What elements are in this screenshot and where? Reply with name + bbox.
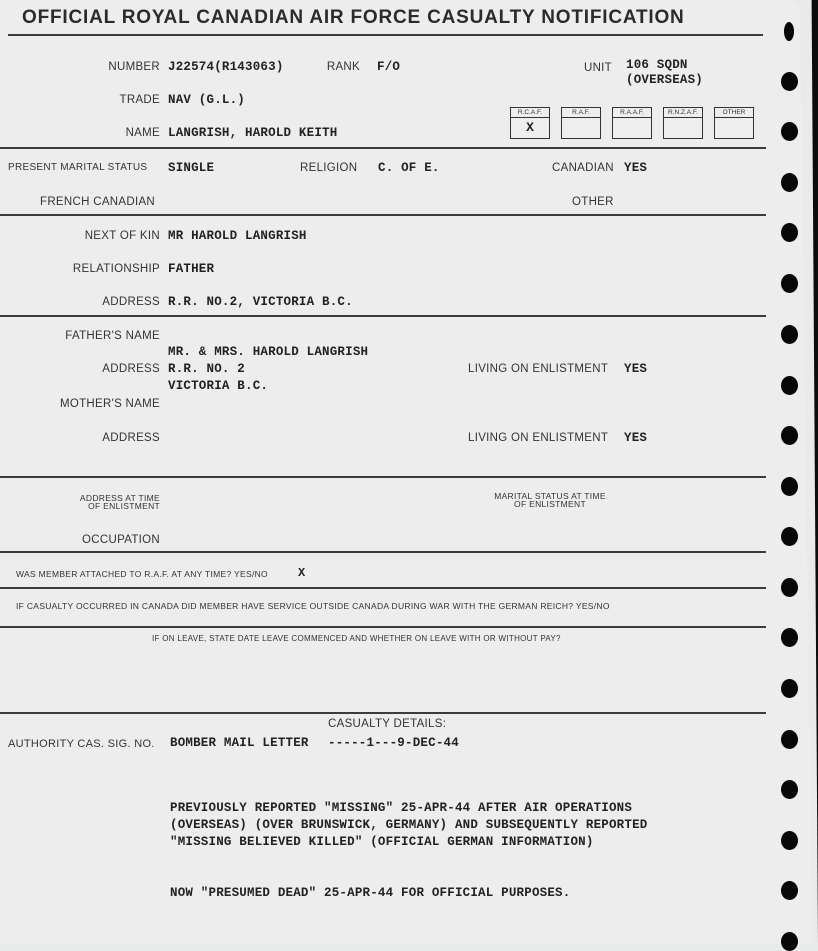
service-box-rcaf[interactable] (510, 107, 550, 139)
father-living-label: LIVING ON ENLISTMENT (468, 363, 609, 375)
mothers-name-label: MOTHER'S NAME (59, 398, 160, 410)
divider (0, 626, 766, 628)
parents-name-value: MR. & MRS. HAROLD LANGRISH (168, 345, 369, 359)
mother-living-label: LIVING ON ENLISTMENT (468, 432, 609, 444)
unit-value-line2: (OVERSEAS) (626, 73, 704, 87)
leave-question: IF ON LEAVE, STATE DATE LEAVE COMMENCED AND WHETHER ON LEAVE WITH OR WITHOUT PAY? (152, 634, 561, 643)
marital-status-label: PRESENT MARITAL STATUS (8, 162, 148, 173)
marital-enlistment-label-line1: MARITAL STATUS AT TIME (494, 491, 606, 501)
divider (0, 147, 766, 149)
canadian-value: YES (624, 161, 648, 175)
mother-living-value: YES (624, 431, 648, 445)
father-address-label: ADDRESS (102, 363, 160, 375)
canadian-label: CANADIAN (552, 162, 614, 174)
divider (0, 551, 766, 553)
unit-label: UNIT (583, 62, 612, 74)
feed-hole-icon (781, 730, 798, 749)
name-value: LANGRISH, HAROLD KEITH (168, 126, 338, 140)
father-address-line2: VICTORIA B.C. (168, 379, 269, 393)
service-box-raaf[interactable] (612, 107, 652, 139)
mother-address-label: ADDRESS (102, 432, 160, 444)
feed-hole-icon (781, 376, 798, 395)
feed-hole-icon (781, 932, 798, 951)
feed-hole-icon (781, 426, 798, 445)
divider (0, 712, 766, 714)
father-address-line1: R.R. NO. 2 (168, 362, 246, 376)
service-box-other[interactable] (714, 107, 754, 139)
address-enlistment-label-line2: OF ENLISTMENT (88, 501, 160, 511)
nok-address-value: R.R. NO.2, VICTORIA B.C. (168, 295, 353, 309)
religion-label: RELIGION (300, 162, 358, 174)
address-enlistment-label-line1: ADDRESS AT TIME (79, 493, 160, 503)
divider (0, 476, 766, 478)
feed-hole-icon (781, 72, 798, 91)
feed-hole-icon (781, 223, 798, 242)
nok-address-label: ADDRESS (102, 296, 160, 308)
feed-hole-icon (781, 173, 798, 192)
divider (8, 34, 763, 36)
feed-hole-icon (781, 325, 798, 344)
french-canadian-label: FRENCH CANADIAN (40, 196, 156, 208)
raf-attached-question: WAS MEMBER ATTACHED TO R.A.F. AT ANY TIME? YES/NO (16, 569, 268, 579)
feed-hole-icon (781, 780, 798, 799)
marital-status-value: SINGLE (168, 161, 215, 175)
feed-hole-icon (781, 881, 798, 900)
feed-hole-icon (781, 831, 798, 850)
service-box-rnzaf[interactable] (663, 107, 703, 139)
fathers-name-label: FATHER'S NAME (65, 330, 160, 342)
authority-ref: -----1---9-DEC-44 (328, 736, 459, 750)
service-box-mark: X (526, 120, 534, 135)
service-box-raf[interactable] (561, 107, 601, 139)
feed-hole-icon (781, 477, 798, 496)
authority-value: BOMBER MAIL LETTER (170, 736, 309, 750)
service-box-label: R.N.Z.A.F. (664, 108, 702, 118)
divider (0, 587, 766, 589)
service-box-label: R.C.A.F. (511, 108, 549, 118)
divider (0, 214, 766, 216)
rank-value: F/O (377, 60, 401, 74)
relationship-value: FATHER (168, 262, 215, 276)
feed-hole-icon (781, 527, 798, 546)
next-of-kin-label: NEXT OF KIN (84, 230, 160, 242)
feed-hole-icon (781, 679, 798, 698)
service-box-label: OTHER (715, 108, 753, 118)
feed-hole-icon (781, 274, 798, 293)
feed-hole-icon (781, 628, 798, 647)
trade-label: TRADE (119, 94, 160, 106)
name-label: NAME (125, 127, 160, 139)
feed-hole-icon (781, 578, 798, 597)
religion-value: C. OF E. (378, 161, 440, 175)
feed-hole-icon (784, 22, 794, 41)
service-outside-question: IF CASUALTY OCCURRED IN CANADA DID MEMBER HAVE SERVICE OUTSIDE CANADA DURING WAR WITH THE GERMAN REICH? YES/NO (16, 601, 610, 611)
service-box-label: R.A.F. (562, 108, 600, 118)
details-line-1: PREVIOUSLY REPORTED "MISSING" 25-APR-44 AFTER AIR OPERATIONS (170, 801, 633, 815)
details-line-3: "MISSING BELIEVED KILLED" (OFFICIAL GERMAN INFORMATION) (170, 835, 594, 849)
trade-value: NAV (G.L.) (168, 93, 246, 107)
number-label: NUMBER (108, 61, 160, 73)
father-living-value: YES (624, 362, 648, 376)
casualty-details-label: CASUALTY DETAILS: (328, 718, 447, 730)
other-label: OTHER (572, 196, 614, 208)
unit-value-line1: 106 SQDN (626, 58, 688, 72)
rank-label: RANK (326, 61, 360, 73)
number-value: J22574(R143063) (168, 60, 284, 74)
authority-label: AUTHORITY CAS. SIG. NO. (8, 738, 155, 750)
marital-enlistment-label-line2: OF ENLISTMENT (514, 499, 586, 509)
raf-attached-mark: X (298, 566, 306, 580)
details-line-4: NOW "PRESUMED DEAD" 25-APR-44 FOR OFFICIAL PURPOSES. (170, 886, 571, 900)
feed-hole-icon (781, 122, 798, 141)
occupation-label: OCCUPATION (82, 534, 160, 546)
divider (0, 315, 766, 317)
details-line-2: (OVERSEAS) (OVER BRUNSWICK, GERMANY) AND SUBSEQUENTLY REPORTED (170, 818, 648, 832)
next-of-kin-value: MR HAROLD LANGRISH (168, 229, 307, 243)
service-box-label: R.A.A.F. (613, 108, 651, 118)
relationship-label: RELATIONSHIP (72, 263, 160, 275)
form-title: OFFICIAL ROYAL CANADIAN AIR FORCE CASUALTY NOTIFICATION (22, 7, 685, 28)
